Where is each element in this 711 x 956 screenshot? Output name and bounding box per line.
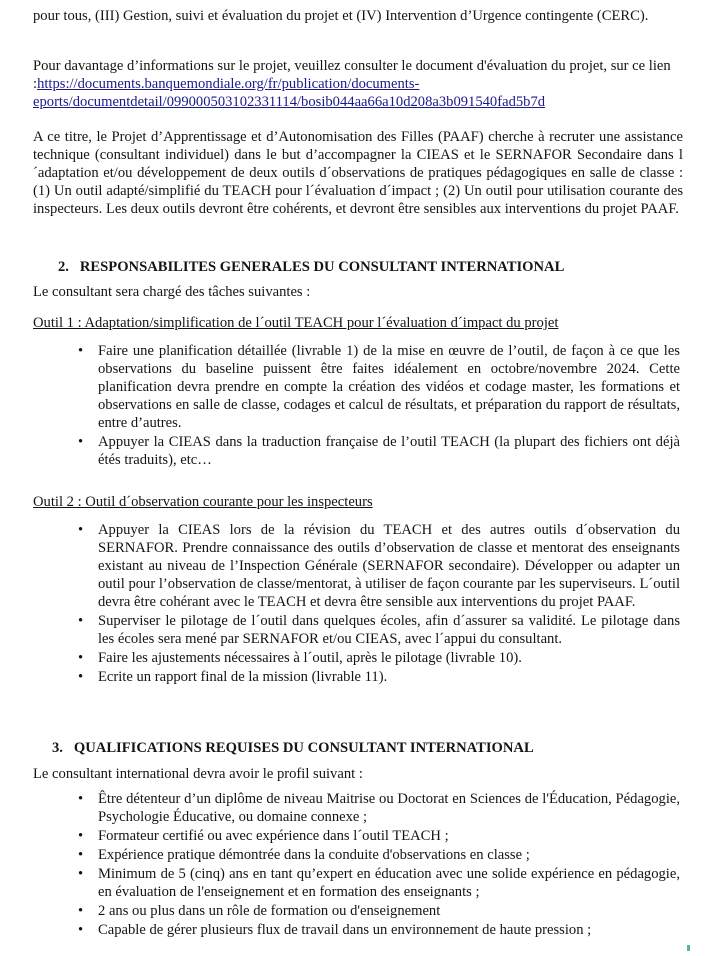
list-item: • Appuyer la CIEAS lors de la révision du TEACH et des autres outils d´observation du SERNAFOR. Prendre connaissance des outils d’observation de classe et mentorat des enseignants existant au niveau de l’Inspection Générale (SERNAFOR secondaire). Développer ou adapter un outil pour l’observation de classe/mentorat, à utiliser de façon courante par les superviseurs. L´outil devra être cohérant avec le TEACH et devra être sensible aux interventions du projet PAAF.	[78, 522, 680, 610]
project-info-paragraph	[33, 57, 693, 111]
list-item: • 2 ans ou plus dans un rôle de formation ou d'enseignement	[78, 903, 441, 919]
list-item: • Faire une planification détaillée (livrable 1) de la mise en œuvre de l’outil, de façon à ce que les observations du baseline puissent être faites idéalement en octobre/novembre 2024. Cette planification devra prendre en compte la création des vidéos et codage master, les formations et observations en salle de classe, codages et calcul de résultats, et préparation du rapport de résultats, entre d’autres.	[78, 343, 680, 431]
bullet: •	[78, 866, 84, 882]
bullet: •	[78, 613, 84, 629]
bullet: •	[78, 343, 84, 359]
intro-continuation: pour tous, (III) Gestion, suivi et évaluation du projet et (IV) Intervention d’Urgence contingente (CERC).	[33, 8, 649, 24]
section-2-heading: 2. RESPONSABILITES GENERALES DU CONSULTANT INTERNATIONAL	[58, 259, 565, 275]
bullet: •	[78, 434, 84, 450]
info-text: Pour davantage d’informations sur le projet, veuillez consulter le document d'évaluation du projet, sur ce lien :	[33, 58, 671, 92]
outil-2-list	[78, 521, 680, 687]
list-item: • Capable de gérer plusieurs flux de travail dans un environnement de haute pression ;	[78, 922, 592, 938]
outil-2-title: Outil 2 : Outil d´observation courante pour les inspecteurs	[33, 494, 373, 510]
list-item: • Formateur certifié ou avec expérience dans l´outil TEACH ;	[78, 828, 449, 844]
bullet: •	[78, 650, 84, 666]
bullet: •	[78, 828, 84, 844]
list-item: • Faire les ajustements nécessaires à l´outil, après le pilotage (livrable 10).	[78, 650, 522, 666]
outil-1-title: Outil 1 : Adaptation/simplification de l´outil TEACH pour l´évaluation d´impact du projet	[33, 315, 559, 331]
bullet: •	[78, 922, 84, 938]
qualifications-list	[78, 790, 680, 940]
list-item: • Être détenteur d’un diplôme de niveau Maitrise ou Doctorat en Sciences de l'Éducation, Pédagogie, Psychologie Éducative, ou domaine connexe ;	[78, 791, 680, 825]
list-item: • Ecrite un rapport final de la mission (livrable 11).	[78, 669, 388, 685]
bullet: •	[78, 847, 84, 863]
list-item: • Superviser le pilotage de l´outil dans quelques écoles, afin d´assurer sa validité. Le pilotage dans les écoles sera mené par SERNAFOR et/ou CIEAS, avec l´appui du consultant.	[78, 613, 680, 647]
section-2-lead: Le consultant sera chargé des tâches suivantes :	[33, 284, 311, 300]
section-3-lead: Le consultant international devra avoir le profil suivant :	[33, 766, 363, 782]
document-link[interactable]: https://documents.banquemondiale.org/fr/publication/documents-eports/documentdetail/099000503102331114/bosib044aa66a10d208a3b091540fad5b7d	[33, 76, 546, 110]
bullet: •	[78, 791, 84, 807]
bullet: •	[78, 522, 84, 538]
list-item: • Expérience pratique démontrée dans la conduite d'observations en classe ;	[78, 847, 530, 863]
outil-1-list	[78, 342, 680, 470]
list-item: • Appuyer la CIEAS dans la traduction française de l’outil TEACH (la plupart des fichiers ont déjà étés traduits), etc…	[78, 434, 680, 468]
bullet: •	[78, 669, 84, 685]
list-item: • Minimum de 5 (cinq) ans en tant qu’expert en éducation avec une solide expérience en pédagogie, en évaluation de l'enseignement et en formation des enseignants ;	[78, 866, 680, 900]
section-3-heading: 3. QUALIFICATIONS REQUISES DU CONSULTANT INTERNATIONAL	[52, 740, 534, 756]
scan-mark	[687, 945, 690, 951]
bullet: •	[78, 903, 84, 919]
paaf-paragraph: A ce titre, le Projet d’Apprentissage et d’Autonomisation des Filles (PAAF) cherche à recruter une assistance technique (consultant individuel) dans le but d’accompagner la CIEAS et le SERNAFOR Secondaire dans l´adaptation et/ou développement de deux outils d´observations de pratiques pédagogiques en salle de classe : (1) Un outil adapté/simplifié du TEACH pour l´évaluation d´impact ; (2) Un outil pour utilisation courante des inspecteurs. Les deux outils devront être cohérents, et devront être sensibles aux interventions du projet PAAF.	[33, 129, 683, 217]
